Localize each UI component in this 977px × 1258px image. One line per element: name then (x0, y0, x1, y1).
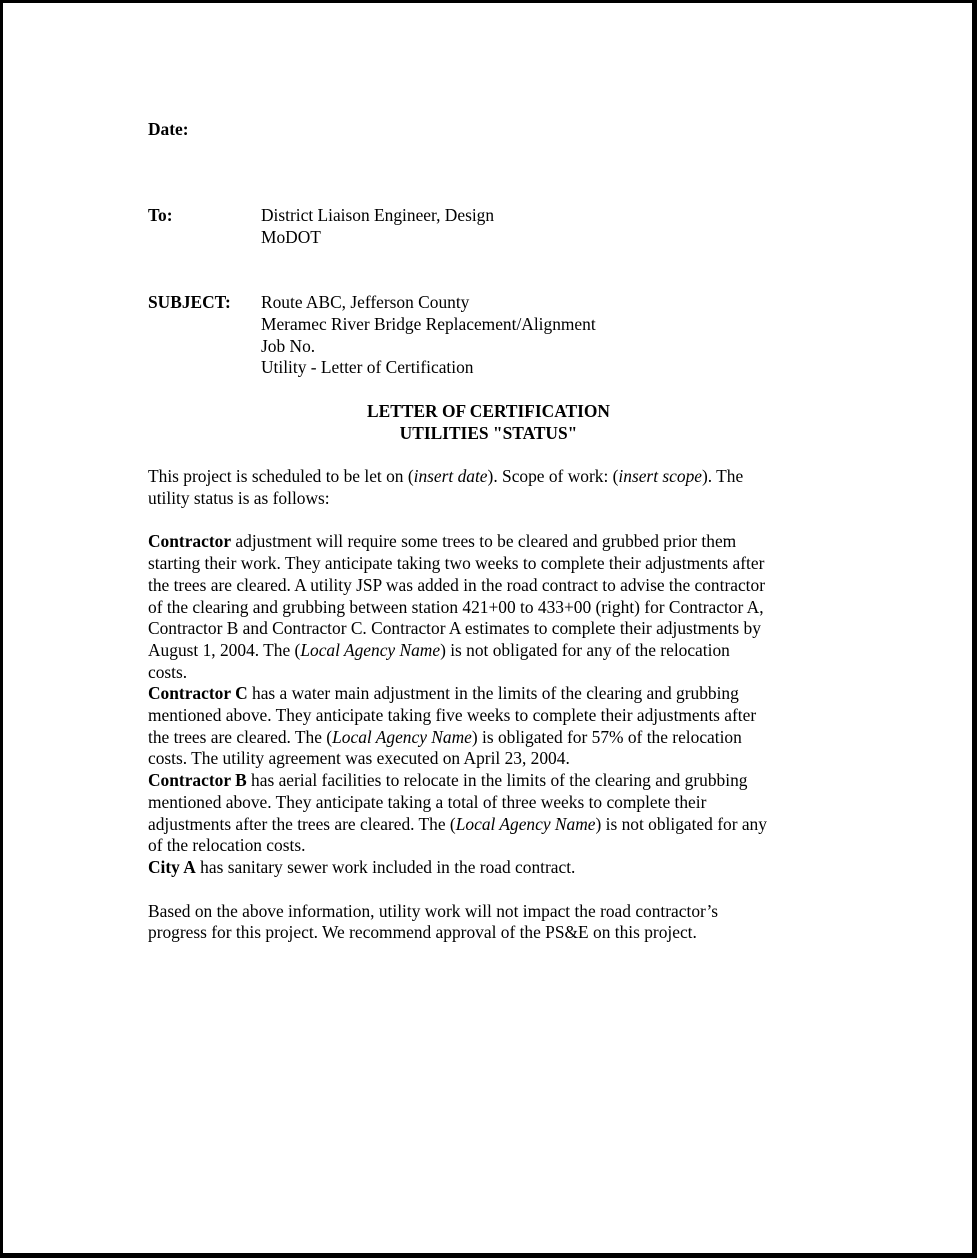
contractor-para-line-3: the trees are cleared. A utility JSP was added in the road contract to advise the contractor (148, 575, 765, 595)
contractor-para-line-6: August 1, 2004. The (Local Agency Name) is not obligated for any of the relocation (148, 640, 730, 660)
conclusion-line-2: progress for this project. We recommend approval of the PS&E on this project. (148, 922, 697, 942)
to-line-1: District Liaison Engineer, Design (261, 205, 495, 225)
to-line-2: MoDOT (261, 227, 321, 247)
insert-date-placeholder: insert date (413, 466, 488, 486)
contractor-c-line-1: Contractor C has a water main adjustment in the limits of the clearing and grubbing (148, 683, 739, 703)
contractor-para-line-2: starting their work. They anticipate taking two weeks to complete their adjustments after (148, 553, 765, 573)
contractor-para-line-7: costs. (148, 662, 188, 682)
contractor-b-name: Contractor B (148, 770, 247, 790)
city-a-line: City A has sanitary sewer work included in the road contract. (148, 857, 576, 877)
contractor-b-line-3: adjustments after the trees are cleared. The (Local Agency Name) is not obligated for any (148, 814, 767, 834)
intro-line-1: This project is scheduled to be let on (insert date). Scope of work: (insert scope). The (148, 466, 744, 486)
contractor-c-line-4: costs. The utility agreement was executed on April 23, 2004. (148, 748, 570, 768)
subject-line-1: Route ABC, Jefferson County (261, 292, 470, 312)
contractor-b-line-1: Contractor B has aerial facilities to relocate in the limits of the clearing and grubbing (148, 770, 748, 790)
local-agency-placeholder: Local Agency Name (300, 640, 441, 660)
contractor-c-name: Contractor C (148, 683, 248, 703)
contractor-c-line-3: the trees are cleared. The (Local Agency Name) is obligated for 57% of the relocation (148, 727, 742, 747)
contractor-c-line-2: mentioned above. They anticipate taking five weeks to complete their adjustments after (148, 705, 757, 725)
local-agency-placeholder: Local Agency Name (332, 727, 472, 747)
subject-line-3: Job No. (261, 336, 316, 356)
contractor-para-line-1: Contractor adjustment will require some trees to be cleared and grubbed prior them (148, 531, 737, 551)
intro-line-2: utility status is as follows: (148, 488, 330, 508)
subject-line-4: Utility - Letter of Certification (261, 357, 474, 377)
subject-line-2: Meramec River Bridge Replacement/Alignment (261, 314, 596, 334)
contractor-name: Contractor (148, 531, 232, 551)
contractor-b-line-2: mentioned above. They anticipate taking a total of three weeks to complete their (148, 792, 707, 812)
local-agency-placeholder: Local Agency Name (455, 814, 596, 834)
subject-label: SUBJECT: (148, 292, 231, 312)
contractor-b-line-4: of the relocation costs. (148, 835, 306, 855)
contractor-para-line-4: of the clearing and grubbing between station 421+00 to 433+00 (right) for Contractor A, (148, 597, 764, 617)
conclusion-line-1: Based on the above information, utility work will not impact the road contractor’s (148, 901, 719, 921)
insert-scope-placeholder: insert scope (618, 466, 702, 486)
to-label: To: (148, 205, 173, 225)
date-label: Date: (148, 119, 189, 139)
letter-title: LETTER OF CERTIFICATION (367, 401, 610, 421)
letter-subtitle: UTILITIES "STATUS" (399, 423, 578, 443)
city-a-name: City A (148, 857, 196, 877)
contractor-para-line-5: Contractor B and Contractor C. Contractor A estimates to complete their adjustments by (148, 618, 761, 638)
